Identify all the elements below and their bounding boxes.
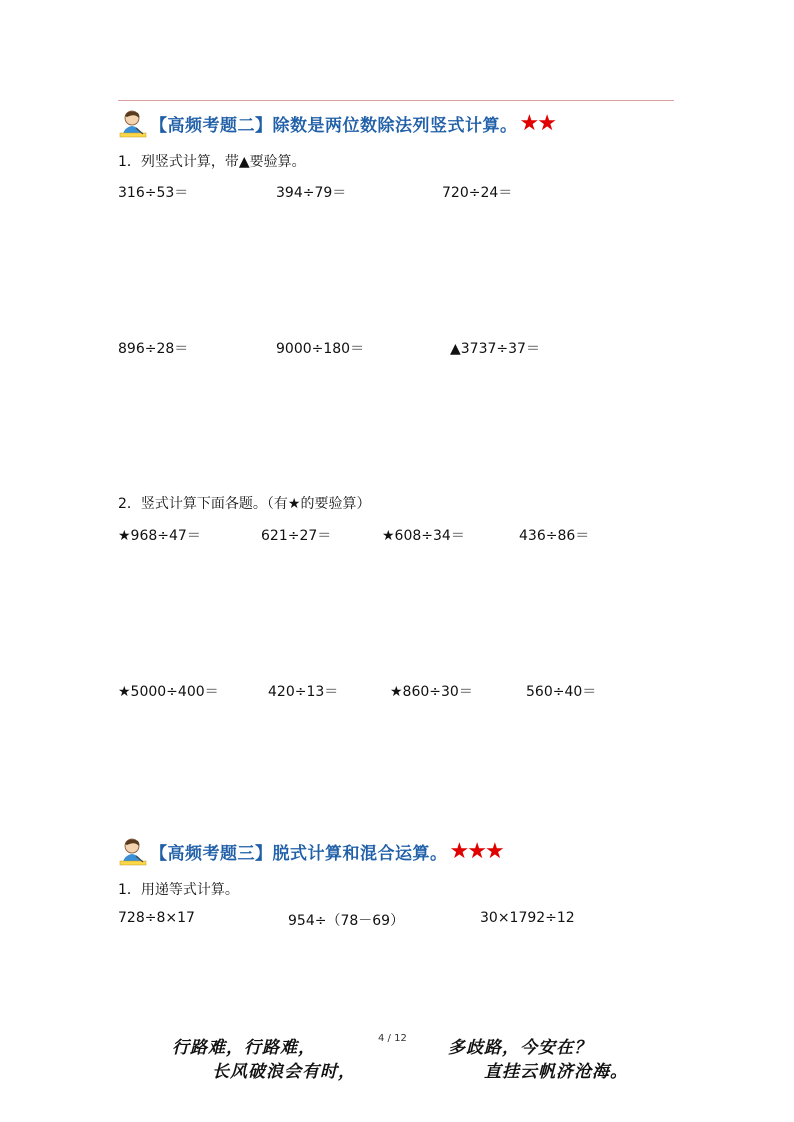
student-writing-icon: [118, 836, 148, 866]
question-3-prompt: 1．用递等式计算。: [118, 882, 239, 898]
question-2-prompt: 2．竖式计算下面各题。（有★的要验算）: [118, 496, 371, 512]
equation: 436÷86＝: [519, 528, 590, 544]
equation: ▲3737÷37＝: [450, 341, 540, 357]
equation: 9000÷180＝: [276, 341, 365, 357]
equation: 420÷13＝: [268, 684, 339, 700]
section-heading-3: [118, 834, 503, 868]
section-title: 【高频考题二】除数是两位数除法列竖式计算。: [150, 115, 518, 136]
equation: 316÷53＝: [118, 185, 189, 201]
equation: 896÷28＝: [118, 341, 189, 357]
page-number: 4 / 12: [378, 1033, 407, 1044]
poem-line: 多歧路，今安在？: [448, 1038, 592, 1058]
equation: ★860÷30＝: [390, 684, 473, 700]
equation: 394÷79＝: [276, 185, 347, 201]
section-title: 【高频考题三】脱式计算和混合运算。: [150, 843, 448, 864]
student-writing-icon: [118, 108, 148, 138]
equation: ★608÷34＝: [382, 528, 465, 544]
poem-line: 行路难，行路难，: [172, 1038, 316, 1058]
section-heading-2: [118, 106, 555, 140]
equation: 954÷（78－69）: [288, 913, 405, 929]
top-rule: [118, 100, 674, 101]
equation: 720÷24＝: [442, 185, 513, 201]
poem-line: 长风破浪会有时，: [212, 1062, 356, 1082]
difficulty-stars: ★★: [519, 110, 555, 136]
poem-line: 直挂云帆济沧海。: [484, 1062, 628, 1082]
equation: 728÷8×17: [118, 910, 195, 926]
equation: 30×1792÷12: [480, 910, 575, 926]
equation: ★5000÷400＝: [118, 684, 219, 700]
equation: 560÷40＝: [526, 684, 597, 700]
question-1-prompt: 1．列竖式计算，带▲要验算。: [118, 154, 306, 170]
difficulty-stars: ★★★: [449, 838, 503, 864]
equation: 621÷27＝: [261, 528, 332, 544]
equation: ★968÷47＝: [118, 528, 201, 544]
